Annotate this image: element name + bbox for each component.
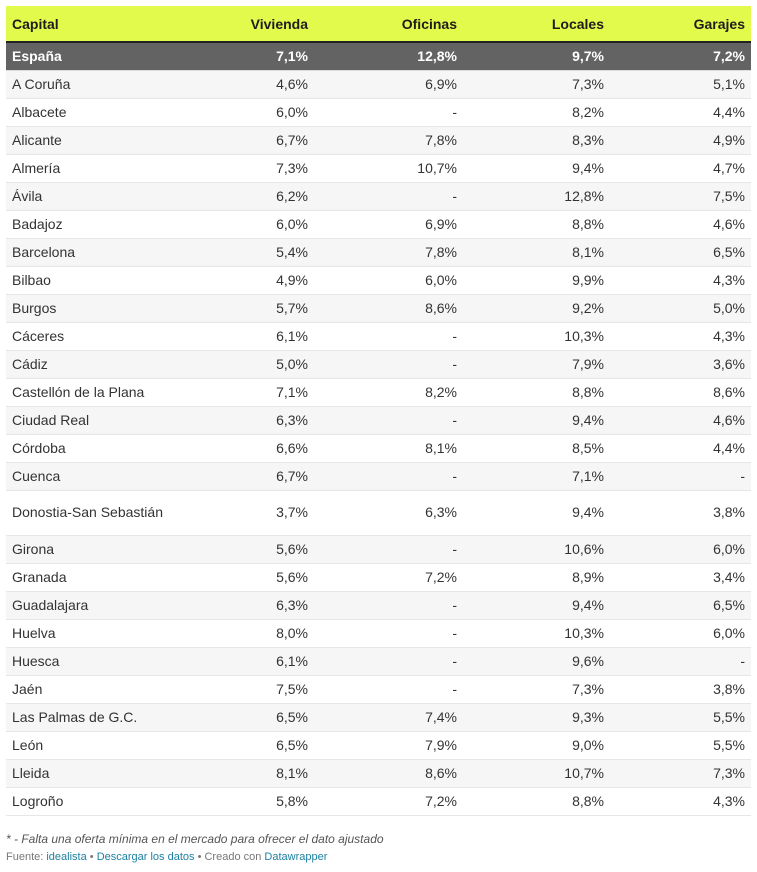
cell-oficinas: - <box>314 647 463 675</box>
cell-vivienda: 6,7% <box>192 462 314 490</box>
cell-oficinas: - <box>314 322 463 350</box>
cell-garajes: 7,3% <box>610 759 751 787</box>
cell-locales: 8,9% <box>463 563 610 591</box>
cell-capital: León <box>6 731 192 759</box>
cell-oficinas: - <box>314 619 463 647</box>
cell-oficinas: 7,4% <box>314 703 463 731</box>
cell-capital: Córdoba <box>6 434 192 462</box>
cell-capital: Jaén <box>6 675 192 703</box>
cell-vivienda: 4,9% <box>192 266 314 294</box>
cell-garajes: 6,0% <box>610 619 751 647</box>
cell-oficinas: 6,0% <box>314 266 463 294</box>
cell-garajes: 5,5% <box>610 703 751 731</box>
cell-vivienda: 7,3% <box>192 154 314 182</box>
cell-capital: Bilbao <box>6 266 192 294</box>
source-line <box>6 851 746 863</box>
cell-locales: 9,2% <box>463 294 610 322</box>
cell-garajes: 4,3% <box>610 322 751 350</box>
cell-garajes: 3,6% <box>610 350 751 378</box>
cell-garajes: 8,6% <box>610 378 751 406</box>
cell-vivienda: 5,7% <box>192 294 314 322</box>
table-row <box>6 591 751 619</box>
cell-oficinas: 8,6% <box>314 294 463 322</box>
cell-locales: 8,8% <box>463 787 610 815</box>
cell-garajes: 4,9% <box>610 126 751 154</box>
column-header-garajes[interactable]: Garajes <box>610 6 751 42</box>
cell-locales: 9,4% <box>463 154 610 182</box>
cell-garajes: 6,5% <box>610 591 751 619</box>
cell-garajes: 6,0% <box>610 535 751 563</box>
cell-locales: 10,6% <box>463 535 610 563</box>
cell-locales: 9,4% <box>463 490 610 535</box>
cell-garajes: 5,0% <box>610 294 751 322</box>
table-row <box>6 406 751 434</box>
cell-capital: Las Palmas de G.C. <box>6 703 192 731</box>
cell-locales: 8,2% <box>463 98 610 126</box>
total-row-espana <box>6 42 751 70</box>
cell-oficinas: 8,6% <box>314 759 463 787</box>
table-row <box>6 490 751 535</box>
cell-capital: Castellón de la Plana <box>6 378 192 406</box>
cell-vivienda: 7,1% <box>192 378 314 406</box>
cell-oficinas: - <box>314 591 463 619</box>
cell-garajes: 4,4% <box>610 434 751 462</box>
cell-capital: Albacete <box>6 98 192 126</box>
cell-vivienda: 5,0% <box>192 350 314 378</box>
cell-oficinas: 8,2% <box>314 378 463 406</box>
cell-capital: Cádiz <box>6 350 192 378</box>
cell-locales: 8,3% <box>463 126 610 154</box>
cell-vivienda: 6,2% <box>192 182 314 210</box>
cell-vivienda: 4,6% <box>192 70 314 98</box>
total-cell-oficinas: 12,8% <box>314 42 463 70</box>
cell-locales: 7,9% <box>463 350 610 378</box>
table-row <box>6 731 751 759</box>
datawrapper-link[interactable]: Datawrapper <box>264 851 328 863</box>
cell-capital: Alicante <box>6 126 192 154</box>
total-cell-vivienda: 7,1% <box>192 42 314 70</box>
cell-capital: Huelva <box>6 619 192 647</box>
cell-oficinas: 7,8% <box>314 126 463 154</box>
table-row <box>6 266 751 294</box>
table-notes <box>6 832 746 863</box>
cell-oficinas: - <box>314 406 463 434</box>
table-row <box>6 350 751 378</box>
cell-capital: Girona <box>6 535 192 563</box>
cell-capital: Badajoz <box>6 210 192 238</box>
table-row <box>6 434 751 462</box>
cell-capital: Huesca <box>6 647 192 675</box>
source-separator: • <box>86 851 97 863</box>
column-header-locales[interactable]: Locales <box>463 6 610 42</box>
cell-locales: 9,3% <box>463 703 610 731</box>
cell-garajes: 7,5% <box>610 182 751 210</box>
cell-oficinas: 7,2% <box>314 563 463 591</box>
cell-oficinas: - <box>314 98 463 126</box>
cell-capital: Barcelona <box>6 238 192 266</box>
cell-garajes: 4,6% <box>610 406 751 434</box>
cell-vivienda: 8,1% <box>192 759 314 787</box>
cell-vivienda: 6,0% <box>192 210 314 238</box>
column-header-oficinas[interactable]: Oficinas <box>314 6 463 42</box>
cell-locales: 8,5% <box>463 434 610 462</box>
cell-oficinas: 10,7% <box>314 154 463 182</box>
cell-vivienda: 7,5% <box>192 675 314 703</box>
cell-capital: Lleida <box>6 759 192 787</box>
source-prefix: Fuente: <box>6 851 47 863</box>
cell-vivienda: 5,8% <box>192 787 314 815</box>
cell-oficinas: - <box>314 675 463 703</box>
cell-oficinas: - <box>314 350 463 378</box>
cell-vivienda: 8,0% <box>192 619 314 647</box>
cell-vivienda: 6,3% <box>192 406 314 434</box>
table-row <box>6 98 751 126</box>
cell-oficinas: 6,9% <box>314 70 463 98</box>
cell-locales: 7,1% <box>463 462 610 490</box>
download-data-link[interactable]: Descargar los datos <box>96 851 195 863</box>
cell-capital: Ciudad Real <box>6 406 192 434</box>
cell-locales: 8,1% <box>463 238 610 266</box>
cell-locales: 8,8% <box>463 210 610 238</box>
cell-garajes: - <box>610 647 751 675</box>
table-header-row <box>6 6 751 42</box>
table-row <box>6 462 751 490</box>
cell-locales: 9,4% <box>463 591 610 619</box>
source-link-idealista[interactable]: idealista <box>46 851 87 863</box>
cell-garajes: 5,1% <box>610 70 751 98</box>
cell-garajes: 5,5% <box>610 731 751 759</box>
cell-oficinas: 6,9% <box>314 210 463 238</box>
column-header-vivienda[interactable]: Vivienda <box>192 6 314 42</box>
cell-capital: Cáceres <box>6 322 192 350</box>
footnote: * - Falta una oferta mínima en el mercado para ofrecer el dato ajustado <box>6 832 384 846</box>
cell-vivienda: 3,7% <box>192 490 314 535</box>
table-row <box>6 675 751 703</box>
cell-capital: Cuenca <box>6 462 192 490</box>
cell-locales: 10,7% <box>463 759 610 787</box>
table-row <box>6 238 751 266</box>
table-row <box>6 154 751 182</box>
cell-vivienda: 6,5% <box>192 703 314 731</box>
cell-vivienda: 6,5% <box>192 731 314 759</box>
table-row <box>6 619 751 647</box>
cell-capital: A Coruña <box>6 70 192 98</box>
cell-vivienda: 6,3% <box>192 591 314 619</box>
cell-garajes: - <box>610 462 751 490</box>
cell-garajes: 4,7% <box>610 154 751 182</box>
cell-garajes: 4,4% <box>610 98 751 126</box>
cell-oficinas: - <box>314 182 463 210</box>
cell-garajes: 4,6% <box>610 210 751 238</box>
cell-locales: 9,4% <box>463 406 610 434</box>
table-row <box>6 378 751 406</box>
table-row <box>6 759 751 787</box>
cell-vivienda: 5,6% <box>192 535 314 563</box>
cell-vivienda: 6,0% <box>192 98 314 126</box>
table-row <box>6 70 751 98</box>
cell-capital: Donostia-San Sebastián <box>6 490 192 535</box>
cell-garajes: 6,5% <box>610 238 751 266</box>
total-cell-capital: España <box>6 42 192 70</box>
total-cell-garajes: 7,2% <box>610 42 751 70</box>
table-row <box>6 535 751 563</box>
cell-locales: 7,3% <box>463 70 610 98</box>
table-row <box>6 210 751 238</box>
cell-oficinas: 7,2% <box>314 787 463 815</box>
table-row <box>6 647 751 675</box>
table-row <box>6 322 751 350</box>
created-with-text: • Creado con <box>194 851 265 863</box>
cell-oficinas: 8,1% <box>314 434 463 462</box>
cell-oficinas: - <box>314 462 463 490</box>
cell-garajes: 3,4% <box>610 563 751 591</box>
table-row <box>6 294 751 322</box>
cell-capital: Ávila <box>6 182 192 210</box>
cell-capital: Logroño <box>6 787 192 815</box>
cell-capital: Granada <box>6 563 192 591</box>
table-row <box>6 126 751 154</box>
table-row <box>6 703 751 731</box>
cell-garajes: 4,3% <box>610 787 751 815</box>
cell-oficinas: 7,9% <box>314 731 463 759</box>
cell-vivienda: 6,7% <box>192 126 314 154</box>
cell-oficinas: - <box>314 535 463 563</box>
cell-oficinas: 6,3% <box>314 490 463 535</box>
cell-vivienda: 6,6% <box>192 434 314 462</box>
cell-locales: 9,9% <box>463 266 610 294</box>
total-cell-locales: 9,7% <box>463 42 610 70</box>
cell-capital: Almería <box>6 154 192 182</box>
cell-locales: 10,3% <box>463 619 610 647</box>
cell-capital: Burgos <box>6 294 192 322</box>
cell-locales: 7,3% <box>463 675 610 703</box>
cell-locales: 12,8% <box>463 182 610 210</box>
rental-yield-table <box>6 6 751 816</box>
cell-capital: Guadalajara <box>6 591 192 619</box>
table-row <box>6 787 751 815</box>
cell-vivienda: 6,1% <box>192 322 314 350</box>
cell-locales: 10,3% <box>463 322 610 350</box>
cell-vivienda: 6,1% <box>192 647 314 675</box>
cell-garajes: 3,8% <box>610 490 751 535</box>
cell-locales: 9,0% <box>463 731 610 759</box>
cell-vivienda: 5,6% <box>192 563 314 591</box>
table-row <box>6 182 751 210</box>
cell-vivienda: 5,4% <box>192 238 314 266</box>
cell-locales: 8,8% <box>463 378 610 406</box>
table-row <box>6 563 751 591</box>
column-header-capital[interactable]: Capital <box>6 6 192 42</box>
cell-locales: 9,6% <box>463 647 610 675</box>
cell-oficinas: 7,8% <box>314 238 463 266</box>
cell-garajes: 3,8% <box>610 675 751 703</box>
cell-garajes: 4,3% <box>610 266 751 294</box>
